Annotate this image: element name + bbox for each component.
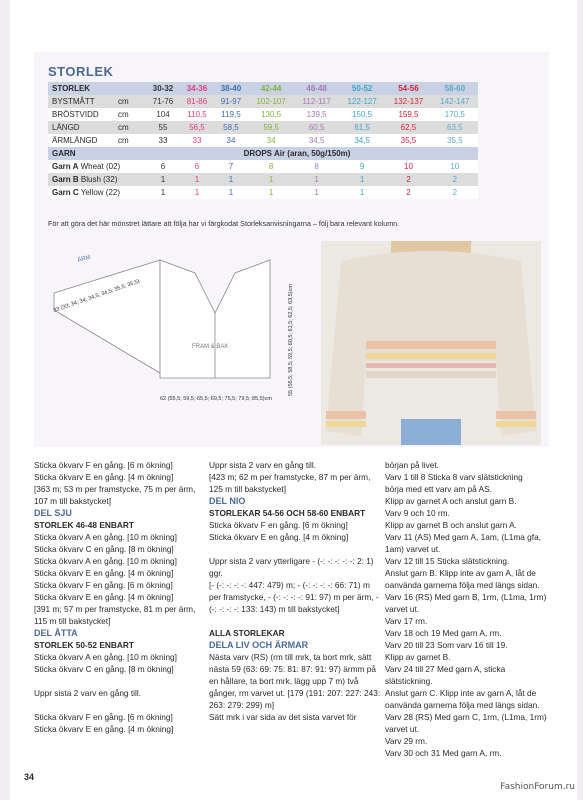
- header-label: STORLEK: [48, 82, 116, 95]
- cell: 33: [146, 134, 180, 147]
- header-size: 42-44: [248, 82, 294, 95]
- yarn-label: Garn C Yellow (22): [48, 186, 146, 199]
- cell: 91-97: [214, 95, 248, 108]
- yarn-header-row: [48, 147, 478, 160]
- header-size: 38-40: [214, 82, 248, 95]
- cell: 122-127: [339, 95, 385, 108]
- cell: 2: [432, 173, 478, 186]
- header-size: 54-56: [385, 82, 431, 95]
- cell: 9: [339, 160, 385, 173]
- size-table: [48, 82, 478, 199]
- body-label: FRAM & BAK: [192, 344, 229, 350]
- header-size: 50-52: [339, 82, 385, 95]
- cell: 1: [146, 173, 180, 186]
- yarn-row: [48, 186, 478, 199]
- page-number: 34: [24, 772, 35, 782]
- yarn-label: Garn A Wheat (02): [48, 160, 146, 173]
- measure-row: [48, 95, 478, 108]
- row-label: BRÖSTVIDD: [48, 108, 116, 121]
- row-unit: cm: [116, 121, 146, 134]
- cell: 159,5: [385, 108, 431, 121]
- schematic-diagram: [40, 238, 310, 413]
- cell: 62,5: [385, 121, 431, 134]
- column-1: Sticka ökvarv F en gång. [6 m ökning] Sticka ökvarv E en gång. [4 m ökning] [363 m; 53 m per framstycke, 75 m per ärm, 107 m till bakstycket] DEL SJU STORLEK 46-48 ENBART Sticka ökvarv A en gång. [10 m ökning] Sticka ökvarv C en gång. [8 m ökning] Sticka ökvarv A en gång. [10 m ökning] Sticka ökvarv E en gång. [4 m ökning] Sticka ökvarv F en gång. [6 m ökning] Sticka ökvarv E en gång. [4 m ökning] [391 m; 57 m per framstycke, 81 m per ärm, 115 m till bakstycket] DEL ÅTTA STORLEK 50-52 ENBART Sticka ökvarv A en gång. [10 m ökning] Sticka ökvarv C en gång. [8 m ökning] Uppr sista 2 varv en gång till. Sticka ökvarv F en gång. [6 m ökning] Sticka ökvarv E en gång. [4 m ökning]: [34, 459, 204, 735]
- header-size: 46-48: [294, 82, 339, 95]
- color-coding-note: För att göra det här mönstret lättare att följa har vi färgkodat Storleksanvisningarna – följ bara relevant kolumn.: [48, 219, 400, 228]
- page-edge-right: [577, 0, 583, 800]
- cell: 2: [432, 186, 478, 199]
- cell: 55: [146, 121, 180, 134]
- cell: 102-107: [248, 95, 294, 108]
- width-label: 62 (55,5; 59,5; 65,5; 69,5; 75,5; 79,5; 85,5)cm: [160, 396, 272, 402]
- measure-row: [48, 121, 478, 134]
- section-heading: DEL SJU: [34, 508, 72, 518]
- cell: 7: [214, 160, 248, 173]
- cell: 130,5: [248, 108, 294, 121]
- header-size: 30-32: [146, 82, 180, 95]
- header-size: 58-60: [432, 82, 478, 95]
- length-label: 55 (56,5; 58,5; 59,5; 60,5; 61,5; 62,5; 63,5)cm: [288, 284, 294, 396]
- cell: 1: [214, 186, 248, 199]
- cell: 2: [385, 186, 431, 199]
- row-label: ÄRMLÄNGD: [48, 134, 116, 147]
- cell: 1: [214, 173, 248, 186]
- cell: 150,5: [339, 108, 385, 121]
- cell: 1: [248, 173, 294, 186]
- measure-row: [48, 108, 478, 121]
- cell: 8: [248, 160, 294, 173]
- cell: 10: [432, 160, 478, 173]
- row-label: BYSTMÅTT: [48, 95, 116, 108]
- sleeve-length-label: 33 (33; 34; 34; 34,5; 34,5; 35,5; 35,5): [52, 278, 141, 314]
- cell: 6: [180, 160, 214, 173]
- cell: 139,5: [294, 108, 339, 121]
- row-unit: cm: [116, 108, 146, 121]
- yarn-type: DROPS Air (aran, 50g/150m): [116, 147, 478, 160]
- cell: 35,5: [385, 134, 431, 147]
- yarn-label: Garn B Blush (32): [48, 173, 146, 186]
- page-edge-left: [0, 0, 10, 800]
- cell: 1: [180, 173, 214, 186]
- cell: 33: [180, 134, 214, 147]
- cell: 110,5: [180, 108, 214, 121]
- cell: 34: [214, 134, 248, 147]
- cell: 1: [294, 173, 339, 186]
- yarn-header-label: GARN: [48, 147, 116, 160]
- yarn-row: [48, 173, 478, 186]
- cell: 34: [248, 134, 294, 147]
- column-2: Uppr sista 2 varv en gång till. [423 m; 62 m per framstycke, 87 m per ärm, 125 m till bakstycket] DEL NIO STORLEKAR 54-56 OCH 58-60 ENBART Sticka ökvarv F en gång. [6 m ökning] Sticka ökvarv E en gång. [4 m ökning] Uppr sista 2 varv ytterligare - (-: -: -: -: -: 2: 1) ggr. [- (-: -: -: -: 447: 479) m; - (-: -: -: -: 66: 71) m per framstycke, - (-: -: -: -: 91: 97) m per ärm, - (-: -: -: -: 133: 143) m till bakstycket] ALLA STORLEKAR DELA LIV OCH ÄRMAR Nästa varv (RS) (rm till mrk, ta bort mrk, sätt nästa 59 (63: 69: 75: 81: 87: 91: 97) ärmm på en hållare, ta bort mrk, lägg upp 7 m) två gånger, rm varvet ut. [179 (191: 207: 227: 243: 263: 279: 299) m] Sätt mrk i var sida av det sista varvet för: [209, 460, 381, 722]
- cell: 2: [385, 173, 431, 186]
- cell: 10: [385, 160, 431, 173]
- cell: 1: [339, 173, 385, 186]
- cell: 132-137: [385, 95, 431, 108]
- cell: 35,5: [432, 134, 478, 147]
- header-size: 34-36: [180, 82, 214, 95]
- cell: 58,5: [214, 121, 248, 134]
- cell: 34,5: [339, 134, 385, 147]
- cell: 63,5: [432, 121, 478, 134]
- cell: 1: [146, 186, 180, 199]
- watermark: FashionForum.ru: [500, 782, 575, 792]
- sweater-photo: [321, 241, 541, 445]
- section-heading: DEL NIO: [209, 496, 246, 506]
- cell: 112-117: [294, 95, 339, 108]
- cell: 170,5: [432, 108, 478, 121]
- section-title: STORLEK: [48, 64, 114, 79]
- cell: 1: [339, 186, 385, 199]
- cell: 1: [180, 186, 214, 199]
- sleeve-label: ÄRM: [76, 254, 92, 264]
- yarn-row: [48, 160, 478, 173]
- row-label: LÄNGD: [48, 121, 116, 134]
- size-header-row: [48, 82, 478, 95]
- row-unit: cm: [116, 134, 146, 147]
- cell: 119,5: [214, 108, 248, 121]
- cell: 59,5: [248, 121, 294, 134]
- section-heading: DEL ÅTTA: [34, 628, 78, 638]
- column-3: början på livet. Varv 1 till 8 Sticka 8 varv slätstickning börja med ett varv am på AS. Klipp av garnet A och anslut garn B. Varv 9 och 10 rm. Klipp av garnet B och anslut garn A. Varv 11 (AS) Med garn A, 1am, (L1ma gfa, 1am) varvet ut. Varv 12 till 15 Sticka slätstickning. Anslut garn B. Klipp inte av garn A, låt de oanvända garnerna följa med längs sidan. Varv 16 (RS) Med garn B, 1rm, (L1ma, 1rm) varvet ut. Varv 17 rm. Varv 18 och 19 Med garn A, rm. Varv 20 till 23 Som varv 16 till 19. Klipp av garnet B. Varv 24 till 27 Med garn A, sticka slätstickning. Anslut garn C. Klipp inte av garn A, låt de oanvända garnerna följa med längs sidan. Varv 28 (RS) Med garn C, 1rm, (L1ma, 1rm) varvet ut. Varv 29 rm. Varv 30 och 31 Med garn A, rm.: [385, 460, 547, 758]
- cell: 104: [146, 108, 180, 121]
- cell: 142-147: [432, 95, 478, 108]
- cell: 61,5: [339, 121, 385, 134]
- cell: 8: [294, 160, 339, 173]
- cell: 56,5: [180, 121, 214, 134]
- cell: 60,5: [294, 121, 339, 134]
- cell: 1: [248, 186, 294, 199]
- cell: 1: [294, 186, 339, 199]
- cell: 81-86: [180, 95, 214, 108]
- cell: 6: [146, 160, 180, 173]
- measure-row: [48, 134, 478, 147]
- row-unit: cm: [116, 95, 146, 108]
- cell: 71-76: [146, 95, 180, 108]
- cell: 34,5: [294, 134, 339, 147]
- section-heading: DELA LIV OCH ÄRMAR: [209, 640, 309, 650]
